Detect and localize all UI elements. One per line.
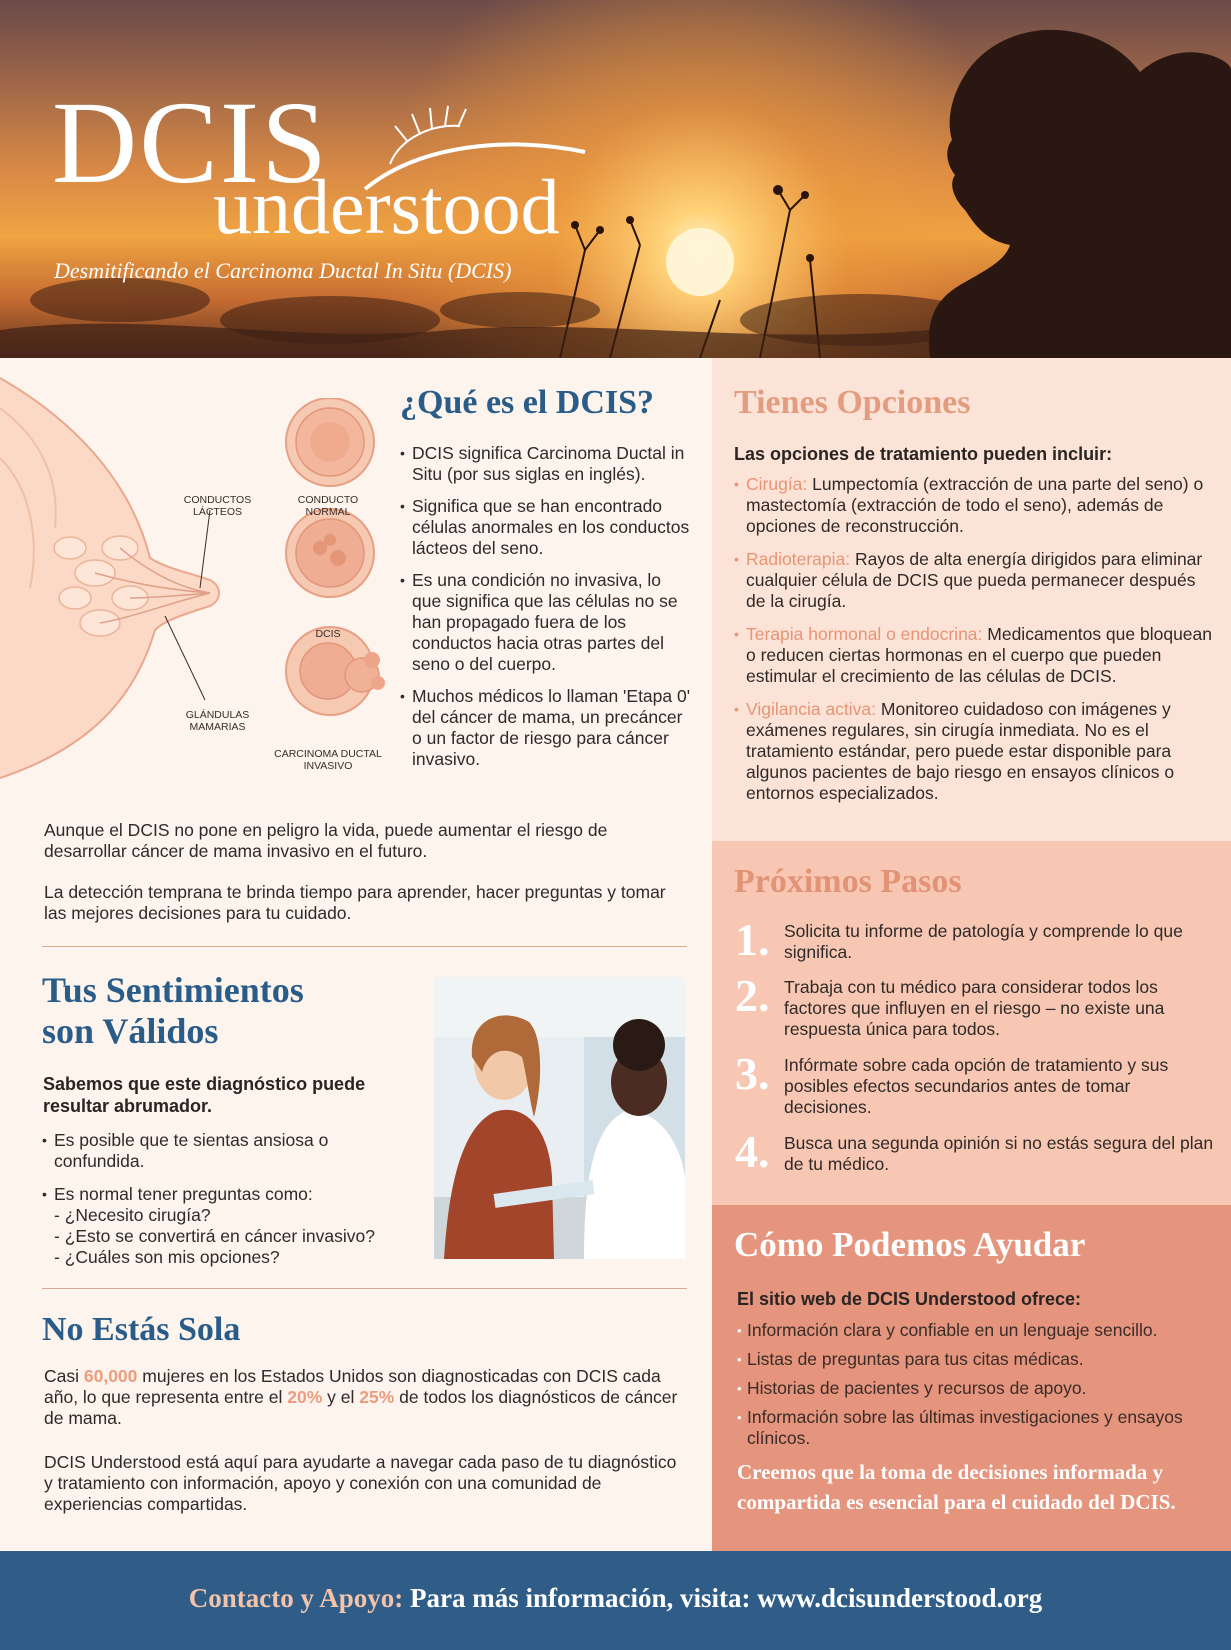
stat-text: Casi — [44, 1366, 84, 1386]
step-number: 3. — [735, 1048, 770, 1099]
help-item: • Información clara y confiable en un lenguaje sencillo. — [737, 1320, 1217, 1341]
option-item — [734, 699, 1214, 804]
stat-number-cases: 60,000 — [83, 1366, 138, 1386]
help-item: • Historias de pacientes y recursos de apoyo. — [737, 1378, 1217, 1399]
divider — [42, 1288, 687, 1289]
early-detection-paragraph: La detección temprana te brinda tiempo para aprender, hacer preguntas y tomar las mejores decisiones para tu cuidado. — [44, 882, 666, 923]
step-text: Trabaja con tu médico para considerar todos los factores que influyen en el riesgo – no existe una respuesta única para todos. — [784, 977, 1165, 1039]
step-text: Busca una segunda opinión si no estás segura del plan de tu médico. — [784, 1133, 1214, 1174]
what-bullet: • DCIS significa Carcinoma Ductal in Situ (por sus siglas en inglés). — [400, 443, 695, 485]
options-title: Tienes Opciones — [734, 384, 971, 421]
logo-understood: understood — [213, 163, 560, 250]
option-text: Monitoreo cuidadoso con imágenes y exámenes regulares, sin cirugía inmediata. No es el tratamiento estándar, pero puede estar disponible para algunos pacientes de bajo riesgo en ensayos clínicos o entornos especializados. — [746, 699, 1175, 803]
feelings-lead: Sabemos que este diagnóstico puede resultar abrumador. — [43, 1074, 366, 1116]
how-we-help-panel — [712, 1205, 1231, 1551]
question-item: - ¿Cuáles son mis opciones? — [54, 1247, 280, 1267]
duct-cross-sections — [280, 398, 400, 758]
invasive-duct-icon — [286, 627, 385, 715]
logo-dcis: DCIS — [52, 77, 329, 208]
stat-text: de todos los diagnósticos de cáncer de mama. — [44, 1387, 678, 1428]
label-dcis: DCIS — [315, 628, 341, 640]
feelings-bullet — [42, 1184, 407, 1268]
help-list — [737, 1320, 1217, 1457]
feelings-list — [42, 1130, 407, 1279]
hero-subtitle: Desmitificando el Carcinoma Ductal In Situ (DCIS) — [54, 258, 512, 283]
option-item — [734, 474, 1214, 537]
option-item — [734, 549, 1214, 612]
feelings-title — [42, 970, 304, 1052]
step-number: 4. — [735, 1126, 770, 1177]
options-lead: Las opciones de tratamiento pueden incluir: — [734, 444, 1113, 464]
options-list — [734, 474, 1214, 816]
next-steps-title: Próximos Pasos — [734, 863, 962, 900]
help-item: • Listas de preguntas para tus citas médicas. — [737, 1349, 1217, 1370]
help-closing: Creemos que la toma de decisiones informada y compartida es esencial para el cuidado del DCIS. — [737, 1460, 1176, 1514]
step-text: Infórmate sobre cada opción de tratamiento y sus posibles efectos secundarios antes de tomar decisiones. — [784, 1055, 1169, 1117]
stat-text: y el — [322, 1387, 360, 1407]
step-text: Solicita tu informe de patología y comprende lo que significa. — [784, 921, 1183, 962]
question-item: - ¿Esto se convertirá en cáncer invasivo? — [54, 1226, 375, 1246]
normal-duct-icon — [286, 398, 374, 486]
what-bullet: • Es una condición no invasiva, lo que significa que las células no se han propagado fuera de los conductos hacia otras partes del seno o del cuerpo. — [400, 570, 695, 675]
option-label: Vigilancia activa: — [746, 699, 877, 719]
stat-percent-high: 25% — [359, 1387, 395, 1407]
feelings-bullet: • Es posible que te sientas ansiosa o confundida. — [42, 1130, 407, 1172]
label-milk-ducts: CONDUCTOS LÁCTEOS — [183, 494, 252, 518]
footer-label: Contacto y Apoyo: — [188, 1583, 404, 1613]
stat-text: mujeres en los Estados Unidos son diagnosticadas con DCIS cada año, lo que representa entre el — [44, 1366, 661, 1407]
stat-percent-low: 20% — [287, 1387, 323, 1407]
feelings-title-line2: son Válidos — [42, 1011, 219, 1051]
option-label: Terapia hormonal o endocrina: — [746, 624, 983, 644]
option-text: Rayos de alta energía dirigidos para eliminar cualquier célula de DCIS que pueda permanecer después de la cirugía. — [746, 549, 1203, 611]
step-number: 2. — [735, 970, 770, 1021]
what-is-dcis-list — [400, 443, 695, 781]
options-panel — [712, 358, 1231, 841]
patient-doctor-photo — [434, 977, 685, 1259]
statistics-paragraph — [44, 1366, 689, 1429]
dcis-duct-icon — [286, 509, 374, 597]
risk-paragraph: Aunque el DCIS no pone en peligro la vida, puede aumentar el riesgo de desarrollar cáncer de mama invasivo en el futuro. — [44, 820, 608, 861]
help-title: Cómo Podemos Ayudar — [734, 1225, 1086, 1264]
footer-bar — [0, 1551, 1231, 1650]
step-number: 1. — [735, 914, 770, 965]
not-alone-title: No Estás Sola — [42, 1311, 241, 1348]
footer-contact — [0, 1583, 1231, 1614]
mission-paragraph: DCIS Understood está aquí para ayudarte a navegar cada paso de tu diagnóstico y tratamiento con información, apoyo y conexión con una comunidad de experiencias compartidas. — [44, 1452, 677, 1514]
option-label: Cirugía: — [746, 474, 808, 494]
feelings-bullet-text: Es normal tener preguntas como: — [54, 1184, 313, 1204]
label-invasive-carcinoma: CARCINOMA DUCTAL INVASIVO — [274, 748, 382, 772]
option-text: Lumpectomía (extracción de una parte del seno) o mastectomía (extracción de todo el seno), además de opciones de reconstrucción. — [746, 474, 1204, 536]
divider — [42, 946, 687, 947]
option-text: Medicamentos que bloquean o reducen ciertas hormonas en el cuerpo que pueden estimular el crecimiento de las células de DCIS. — [746, 624, 1213, 686]
option-label: Radioterapia: — [746, 549, 851, 569]
option-item — [734, 624, 1214, 687]
what-is-dcis-title: ¿Qué es el DCIS? — [400, 384, 655, 421]
feelings-title-line1: Tus Sentimientos — [42, 970, 304, 1010]
help-item: • Información sobre las últimas investigaciones y ensayos clínicos. — [737, 1407, 1217, 1449]
hero-banner — [0, 0, 1231, 358]
label-normal-duct: CONDUCTO NORMAL — [297, 494, 359, 518]
footer-link[interactable]: Para más información, visita: www.dcisunderstood.org — [403, 1583, 1043, 1613]
what-bullet: • Significa que se han encontrado células anormales en los conductos lácteos del seno. — [400, 496, 695, 559]
help-lead: El sitio web de DCIS Understood ofrece: — [737, 1289, 1082, 1309]
label-mammary-glands: GLÁNDULAS MAMARIAS — [185, 709, 250, 733]
what-bullet: • Muchos médicos lo llaman 'Etapa 0' del cáncer de mama, un precáncer o un factor de riesgo para cáncer invasivo. — [400, 686, 695, 770]
question-item: - ¿Necesito cirugía? — [54, 1205, 211, 1225]
